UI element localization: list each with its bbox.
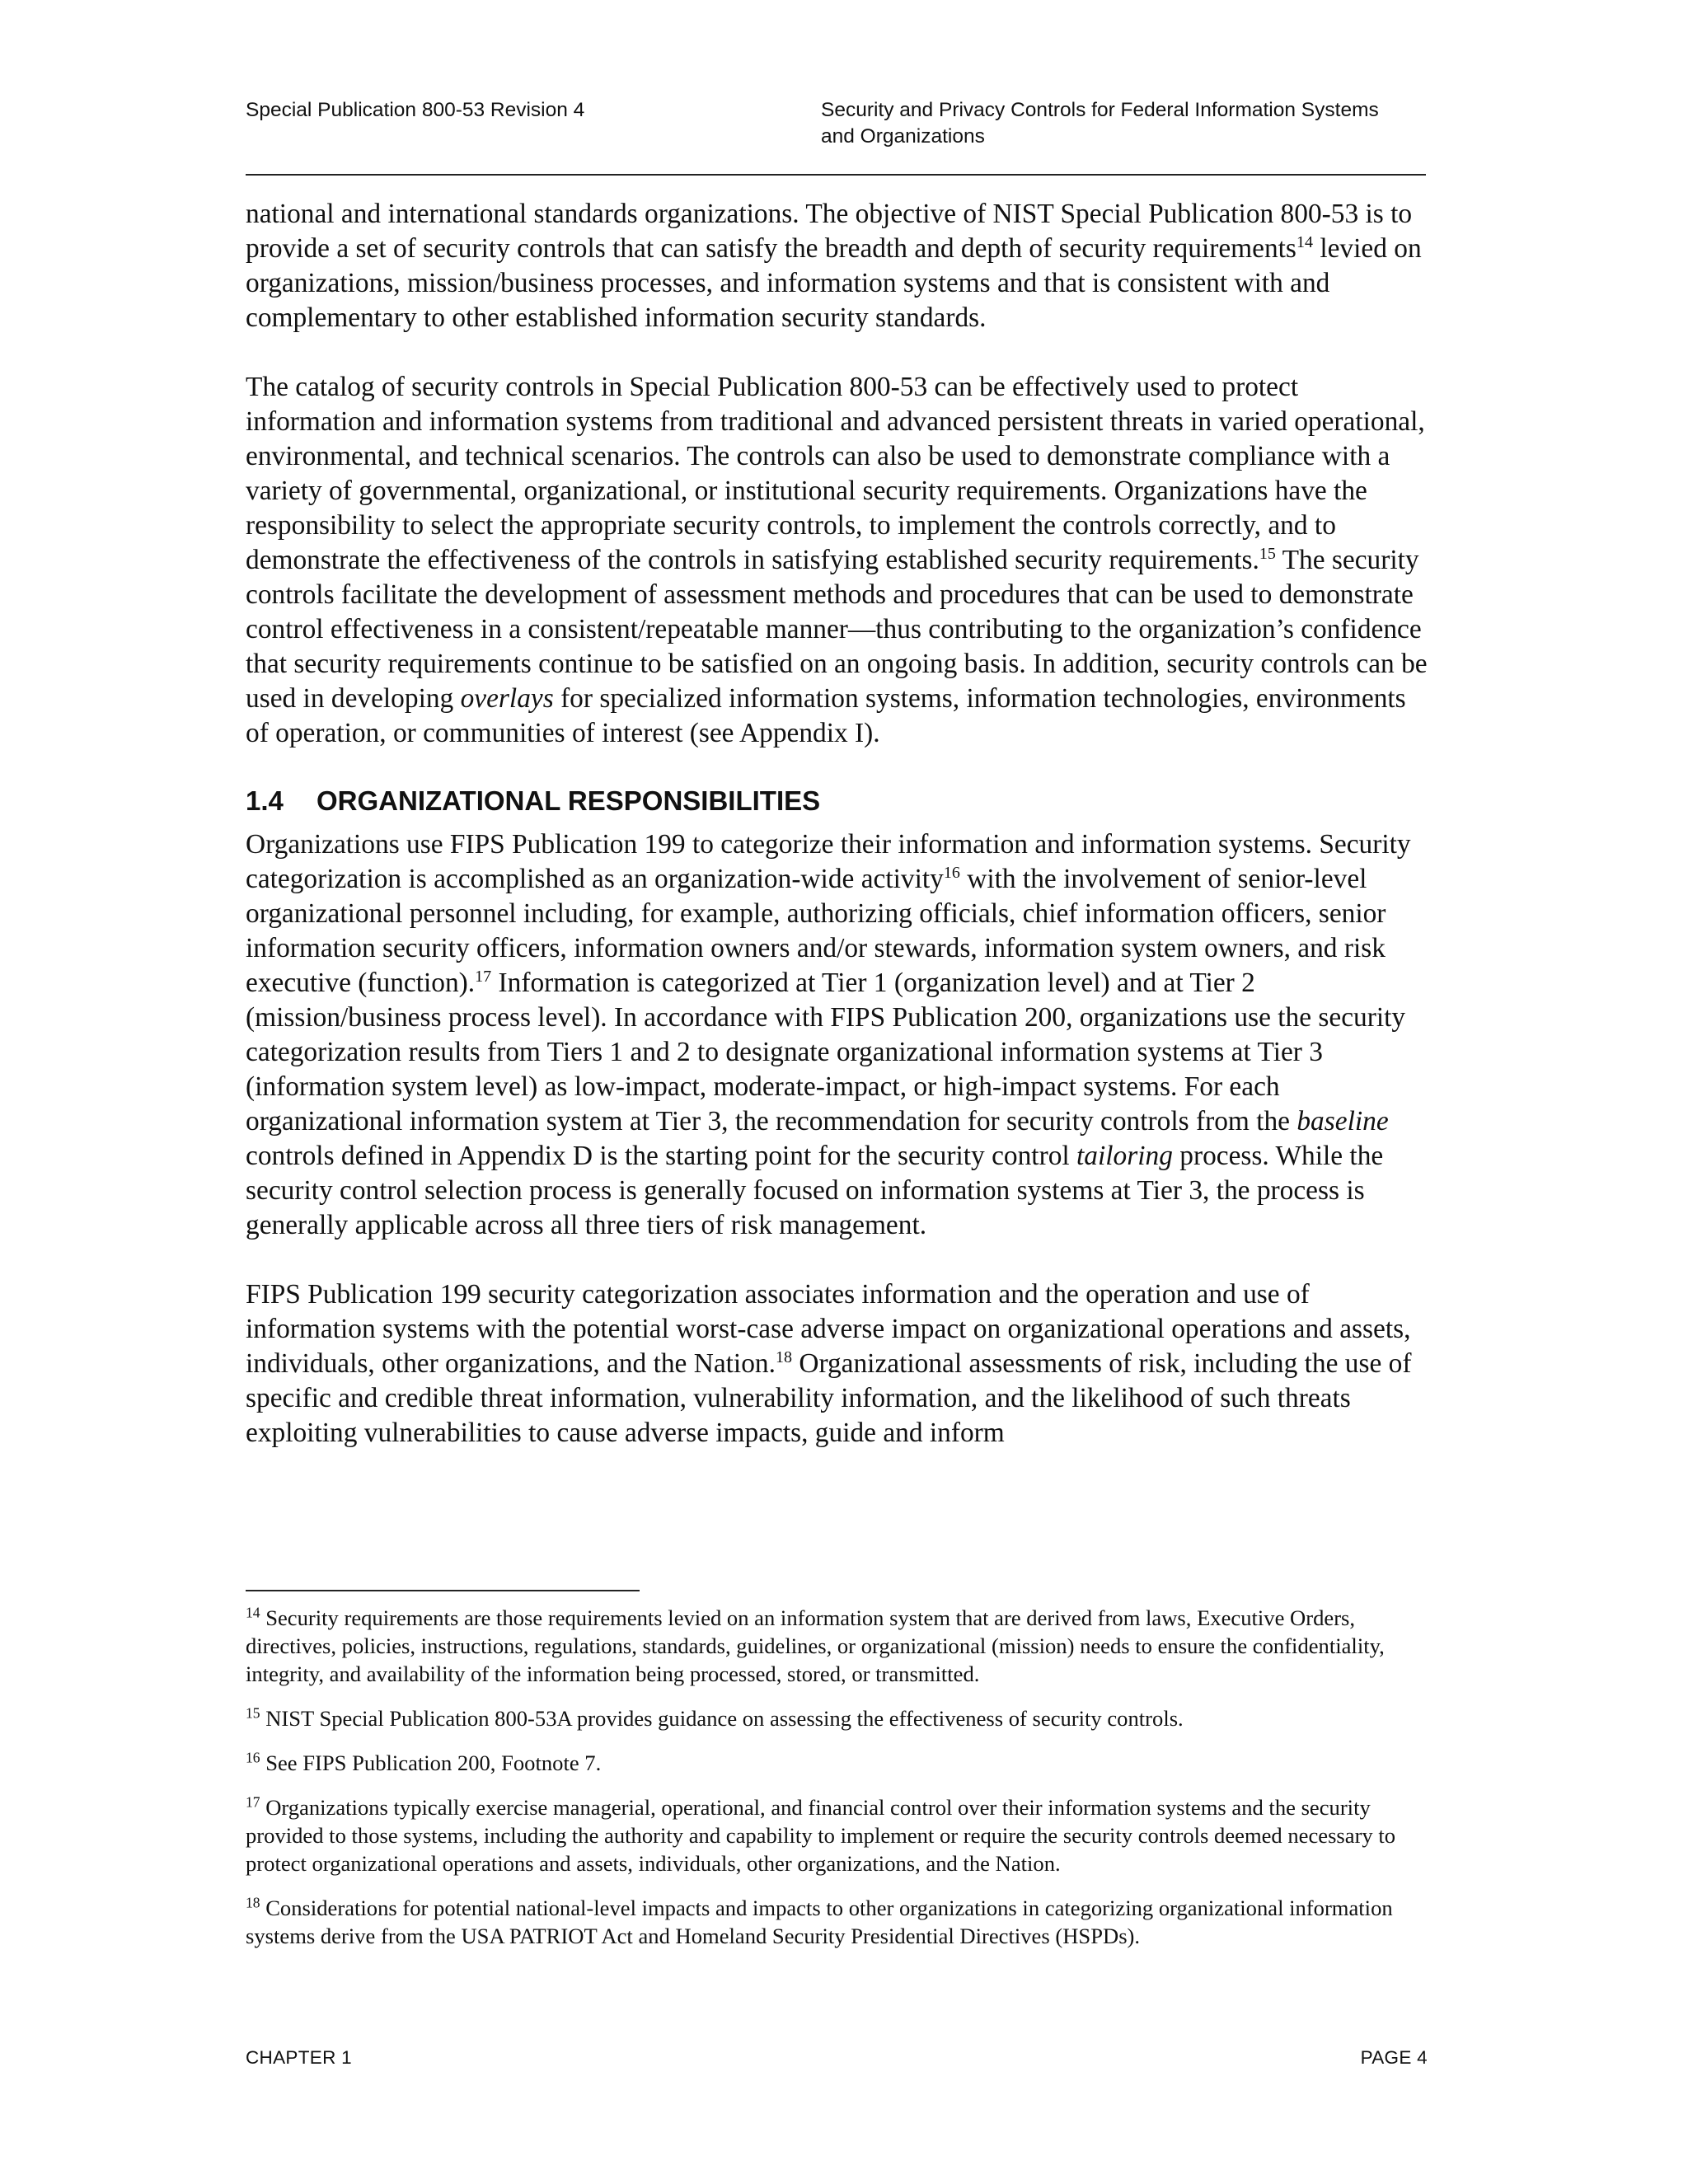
section-number: 1.4 xyxy=(246,785,284,816)
footer-page-number: PAGE 4 xyxy=(1360,2047,1428,2068)
footnote-14: $^{14}$ Security requirements are those requirements levied on an information system that are derived from laws, Executive Orders, directives, policies, instructions, regulations, standards, guidelines, or organizational (mission) needs to ensure the confidentiality, integrity, and availability of the information being processed, stored, or transmitted. xyxy=(246,1604,1385,1686)
page-header xyxy=(246,97,1424,175)
footnotes xyxy=(246,1604,1432,1966)
footer-chapter: CHAPTER 1 xyxy=(246,2047,352,2068)
footnote-17: $^{17}$ Organizations typically exercise managerial, operational, and financial control over their information systems and the security provided to those systems, including the authority and capability to implement or require the security controls deemed necessary to protect organizational operations and assets, individuals, other organizations, and the Nation. xyxy=(246,1793,1396,1876)
header-document-title-line2: and Organizations xyxy=(821,125,985,148)
emphasis-tailoring: tailoring xyxy=(1076,1141,1173,1171)
paragraph-1: national and international standards organizations. The objective of NIST Special Publication 800-53 is to provide a set of security controls that can satisfy the breadth and depth of security requirements$^{14}$ levied on organizations, mission/business processes, and information systems and that is consistent with and complementary to other established information security standards. xyxy=(246,199,1422,333)
footnote-divider xyxy=(246,1590,640,1591)
paragraph-4: FIPS Publication 199 security categorization associates information and the operation and use of information systems with the potential worst-case adverse impact on organizational operations and assets, individuals, other organizations, and the Nation.$^{18}$ Organizational assessments of risk, including the use of specific and credible threat information, vulnerability information, and the likelihood of such threats exploiting vulnerabilities to cause adverse impacts, guide and inform xyxy=(246,1279,1412,1448)
header-publication-title: Special Publication 800-53 Revision 4 xyxy=(246,99,585,121)
paragraph-2: The catalog of security controls in Special Publication 800-53 can be effectively used to protect information and information systems from traditional and advanced persistent threats in varied operational, environmental, and technical scenarios. The controls can also be used to demonstrate compliance with a variety of governmental, organizational, or institutional security requirements. Organizations have the responsibility to select the appropriate security controls, to implement the controls correctly, and to demonstrate the effectiveness of the controls in satisfying established security requirements.$^{15}$ The security controls facilitate the development of assessment methods and procedures that can be used to demonstrate control effectiveness in a consistent/repeatable manner—thus contributing to the organization’s confidence that security requirements continue to be satisfied on an ongoing basis. In addition, security controls can be used in developing overlays for specialized information systems, information technologies, environments of operation, or communities of interest (see Appendix I). xyxy=(246,372,1428,748)
footnote-ref-14[interactable]: 14 xyxy=(1296,232,1313,251)
section-heading xyxy=(246,784,1432,818)
main-content xyxy=(246,197,1432,1451)
footnote-16: $^{16}$ See FIPS Publication 200, Footnote 7. xyxy=(246,1749,602,1775)
emphasis-overlays: overlays xyxy=(460,683,554,714)
section-title: ORGANIZATIONAL RESPONSIBILITIES xyxy=(316,785,821,816)
header-divider xyxy=(246,174,1426,176)
footnote-ref-17[interactable]: 17 xyxy=(475,967,492,986)
header-document-title xyxy=(821,97,1431,150)
header-document-title-line1: Security and Privacy Controls for Federal Information Systems xyxy=(821,99,1379,121)
footnote-15: $^{15}$ NIST Special Publication 800-53A provides guidance on assessing the effectiveness of security controls. xyxy=(246,1704,1184,1731)
page-footer xyxy=(246,2046,1428,2074)
emphasis-baseline: baseline xyxy=(1296,1106,1389,1137)
footnote-18: $^{18}$ Considerations for potential national-level impacts and impacts to other organizations in categorizing organizational information systems derive from the USA PATRIOT Act and Homeland Security Presidential Directives (HSPDs). xyxy=(246,1894,1393,1948)
paragraph-3: Organizations use FIPS Publication 199 to categorize their information and information systems. Security categorization is accomplished as an organization-wide activity$^{16}$ with the involvement of senior-level organizational personnel including, for example, authorizing officials, chief information officers, senior information security officers, information owners and/or stewards, information system owners, and risk executive (function).$^{17}$ Information is categorized at Tier 1 (organization level) and at Tier 2 (mission/business process level). In accordance with FIPS Publication 200, organizations use the security categorization results from Tiers 1 and 2 to designate organizational information systems at Tier 3 (information system level) as low-impact, moderate-impact, or high-impact systems. For each organizational information system at Tier 3, the recommendation for security controls from the baseline controls defined in Appendix D is the starting point for the security control tailoring process. While the security control selection process is generally focused on information systems at Tier 3, the process is generally applicable across all three tiers of risk management. xyxy=(246,829,1411,1240)
footnote-ref-15[interactable]: 15 xyxy=(1259,544,1276,563)
footnote-ref-18[interactable]: 18 xyxy=(775,1347,792,1366)
footnote-ref-16[interactable]: 16 xyxy=(943,863,960,882)
